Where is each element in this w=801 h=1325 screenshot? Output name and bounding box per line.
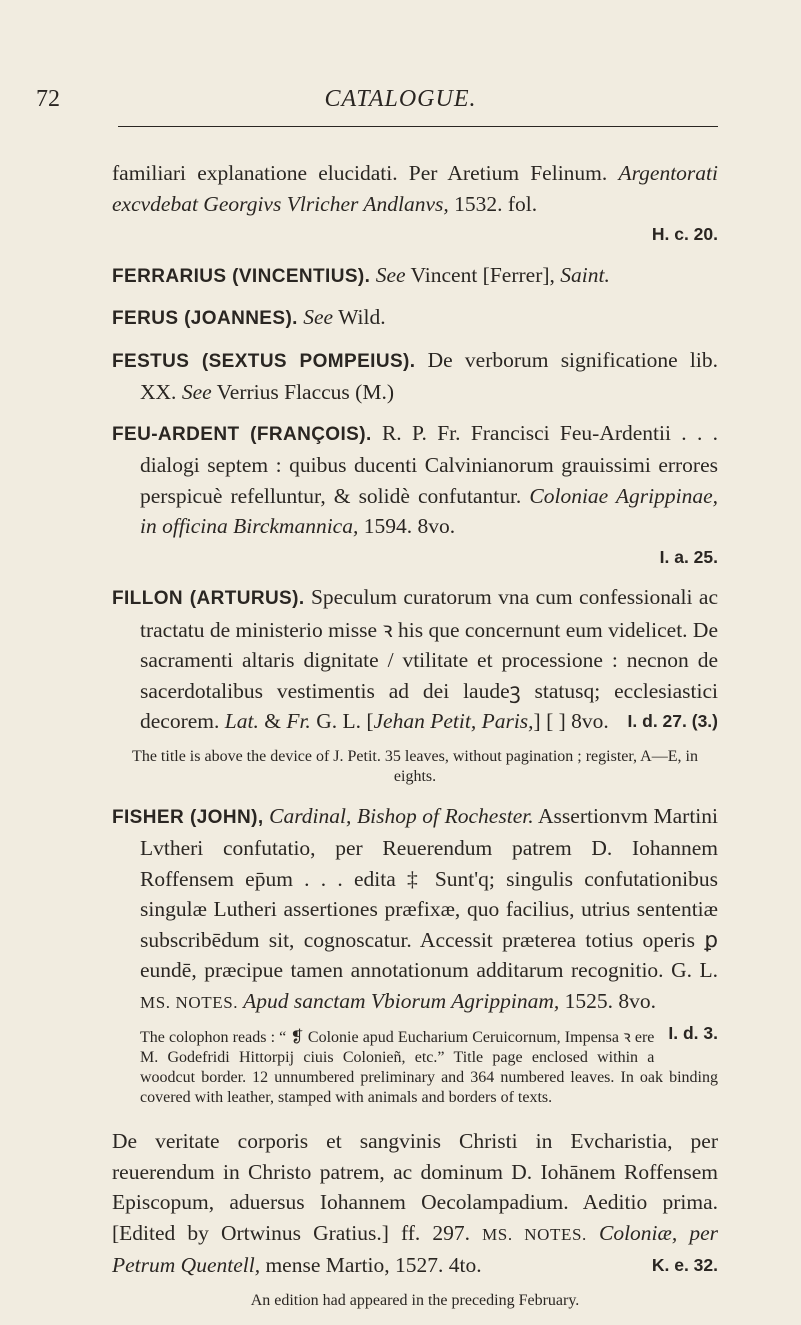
catalogue-entry-ferus [112,302,718,335]
entry-format: ] [ ] 8vo. [533,709,609,733]
page-number: 72 [36,86,60,112]
entry-imprint: Jehan Petit, Paris, [373,709,534,733]
entry-heading: FEU-ARDENT (FRANÇOIS). [112,423,372,445]
ms-notes: MS. NOTES. [140,992,239,1012]
entry-text: Assertionvm Martini Lvtheri confutatio, per Reuerendum patrem D. Iohannem Roffensem ep̄um . . . edita ‡ Sunt'q; singulis confutationibus singulæ Lutheri assertiones præfixæ, quo facilius, utrius sententiæ subscribēdum sit, cognoscatur. Accessit præterea totius operis ꝑ eundē, præcipue tamen annotationum additarum recognitio. G. L. [140,803,718,982]
entry-format: 1532. fol. [448,191,538,216]
shelfmark: H. c. 20. [651,224,718,244]
entry-imprint: Argentorati excvdebat Georgivs Vlricher Andlanvs, [112,161,718,216]
entry-heading: FERUS (JOANNES). [112,308,298,329]
entry-note: An edition had appeared in the preceding February. [250,1291,580,1309]
entry-text: Vincent [Ferrer], [405,262,561,287]
entry-imprint: Coloniæ, per Petrum Quentell, [112,1220,718,1277]
entry-note: The title is above the device of J. Petit. 35 leaves, without pagination ; register, A—E, in eights. [132,747,698,785]
entry-format: 1525. 8vo. [559,988,656,1013]
catalogue-entry-fillon [112,582,718,737]
header-rule [118,126,718,127]
entry-text: Wild. [333,305,386,329]
catalogue-entry-festus [112,345,718,408]
catalogue-entries [112,158,718,1325]
catalogue-entry-ferrarius [112,260,718,293]
entry-text: De veritate corporis et sangvinis Christi in Evcharistia, per reuerendum in Christo patrem, ac dominum D. Iohānem Roffensem Episcopum, aduersus Iohannem Oecolampadium. Aeditio prima. [Edited by Ortwinus Gratius.] ff. 297. [112,1129,718,1245]
entry-text: Speculum curatorum vna cum confessionali ac tractatu de ministerio misse ꝛ his que concernunt eum videlicet. De sacramenti altaris dignitate / vtilitate et processione : necnon de sacerdotalibus vestimentis ad dei laudeꝫ statusq; ecclesiastici decorem. [140,585,718,733]
see-reference: See [375,262,406,287]
entry-imprint: Coloniae Agrippinae, in officina Birckmannica, [140,483,719,538]
see-reference: See [181,380,212,404]
entry-text: R. P. Fr. Francisci Feu-Ardentii . . . dialogi septem : quibus ducenti Calvinianorum grauissimi errores perspicuè refelluntur, & solidè confutantur. [140,420,718,508]
catalogue-entry-feu-ardent [112,418,718,573]
entry-language-2: Fr. [286,709,311,733]
entry-text-2: Verrius Flaccus (M.) [211,380,394,404]
entry-heading-title: Cardinal, Bishop of Rochester. [263,803,534,828]
entry-heading: FESTUS (SEXTUS POMPEIUS). [112,350,416,372]
shelfmark: I. a. 25. [659,546,718,567]
entry-heading: FILLON (ARTURUS). [112,588,305,609]
entry-heading: FISHER (JOHN), [112,806,264,828]
entry-heading: FERRARIUS (VINCENTIUS). [112,265,371,287]
entry-text-3: G. L. [ [310,709,374,733]
entry-format: 1594. 8vo. [358,514,456,538]
entry-imprint: Apud sanctam Vbiorum Agrippinam, [238,988,560,1013]
catalogue-entry-fisher [112,801,718,1043]
ms-notes: MS. NOTES. [482,1224,587,1244]
see-reference: See [303,305,334,329]
shelfmark: I. d. 3. [668,1023,718,1043]
catalogue-entry-de-veritate [112,1126,718,1281]
entry-text-2: & [258,709,287,733]
shelfmark: I. d. 27. (3.) [627,711,718,731]
entry-text: De verborum significatione lib. XX. [140,347,718,404]
entry-text: familiari explanatione elucidati. Per Aretium Felinum. [112,161,619,185]
shelfmark: K. e. 32. [651,1255,718,1275]
entry-format: mense Martio, 1527. 4to. [260,1253,482,1277]
entry-note: The colophon reads : “ ❡ Colonie apud Eucharium Ceruicornum, Impensa ꝛ ere M. Godefridi Hittorpij ciuis Colonieñ, etc.” Title page enclosed within a woodcut border. 12 unnumbered preliminary and 364 numbered leaves. In oak binding covered with leather, stamped with animals and borders of texts. [140,1029,718,1106]
entry-text-italic: Saint. [560,262,610,287]
entry-language: Lat. [224,709,259,733]
running-head: CATALOGUE. [324,86,477,112]
catalogue-entry-continuation [112,158,718,250]
